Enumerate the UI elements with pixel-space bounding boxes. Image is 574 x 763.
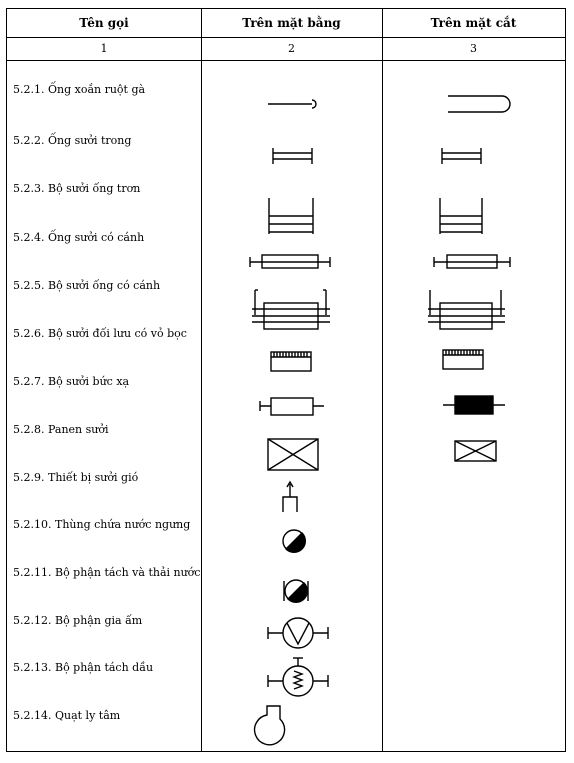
header-section: Trên mặt cắt xyxy=(430,16,517,30)
row-name-5-2-4: 5.2.4. Ống sưởi có cánh xyxy=(13,231,145,244)
column-number-3: 3 xyxy=(470,42,477,55)
header-name: Tên gọi xyxy=(79,16,129,30)
radiant-heater-section-icon xyxy=(443,396,505,414)
row-name-5-2-3: 5.2.3. Bộ sưởi ống trơn xyxy=(13,182,141,195)
air-heater-icon xyxy=(283,482,297,512)
heating-panel-plan-icon xyxy=(268,439,318,470)
finned-tube-heater-section-icon xyxy=(428,290,505,329)
convector-plan-icon xyxy=(271,352,311,371)
condensate-tank-icon xyxy=(283,530,305,552)
convector-section-icon xyxy=(443,350,483,369)
row-name-5-2-7: 5.2.7. Bộ sưởi bức xạ xyxy=(13,375,130,388)
column-number-1: 1 xyxy=(100,42,108,55)
row-name-5-2-13: 5.2.13. Bộ phận tách dầu xyxy=(13,661,154,674)
row-name-5-2-9: 5.2.9. Thiết bị sưởi gió xyxy=(13,471,139,484)
heating-panel-section-icon xyxy=(455,441,496,461)
row-name-5-2-12: 5.2.12. Bộ phận gia ấm xyxy=(13,614,143,627)
oil-separator-icon xyxy=(268,658,328,696)
row-name-5-2-14: 5.2.14. Quạt ly tâm xyxy=(13,709,121,722)
plain-tube-heater-icon xyxy=(269,198,313,234)
header-plan: Trên mặt bằng xyxy=(242,16,341,30)
radiant-heater-plan-icon xyxy=(260,398,324,415)
column-number-2: 2 xyxy=(288,42,295,55)
coil-tube-section-icon xyxy=(448,96,510,112)
row-name-5-2-10: 5.2.10. Thùng chứa nước ngưng xyxy=(13,518,191,531)
inner-heating-tube-section-icon xyxy=(442,148,481,164)
row-name-5-2-2: 5.2.2. Ống sưởi trong xyxy=(13,134,132,147)
finned-heating-tube-section-icon xyxy=(434,255,510,268)
row-name-5-2-8: 5.2.8. Panen sưởi xyxy=(13,423,109,436)
row-name-5-2-6: 5.2.6. Bộ sưởi đối lưu có vỏ bọc xyxy=(13,327,187,340)
finned-heating-tube-icon xyxy=(250,255,330,268)
row-name-5-2-1: 5.2.1. Ống xoắn ruột gà xyxy=(13,83,146,96)
centrifugal-fan-icon xyxy=(255,706,285,745)
coil-tube-plan-icon xyxy=(268,100,316,108)
water-separator-icon xyxy=(284,580,308,602)
row-name-5-2-5: 5.2.5. Bộ sưởi ống có cánh xyxy=(13,279,161,292)
finned-tube-heater-icon xyxy=(252,290,330,329)
plain-tube-heater-section-icon xyxy=(440,198,482,234)
row-name-5-2-11: 5.2.11. Bộ phận tách và thải nước xyxy=(13,566,201,579)
warming-unit-icon xyxy=(268,618,328,648)
inner-heating-tube-icon xyxy=(273,148,312,164)
